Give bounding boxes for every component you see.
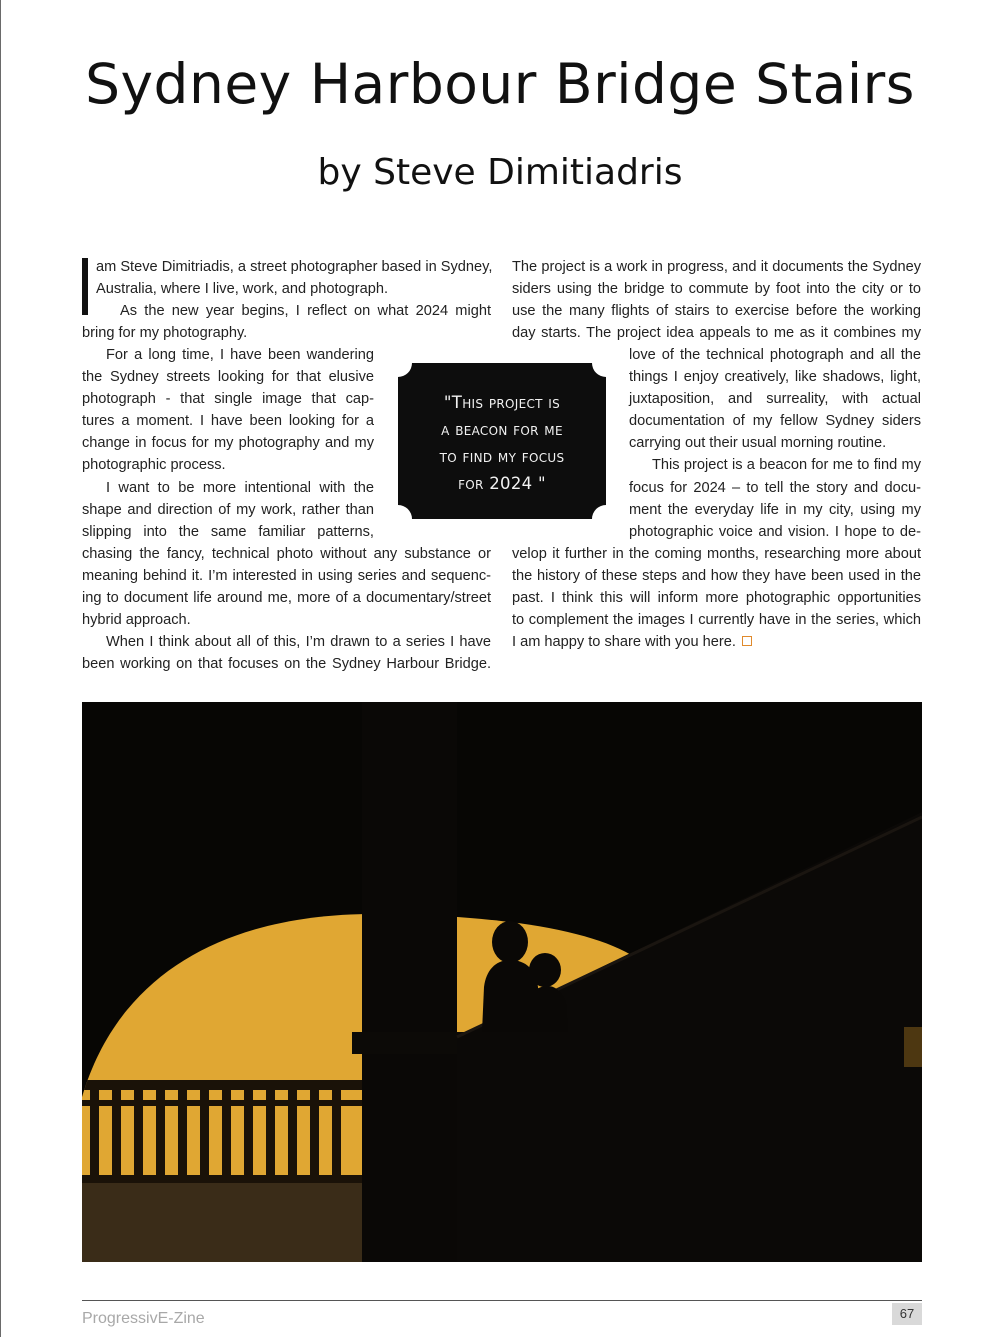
right-column-line: the history of these steps and how they have been used in the [512,568,921,584]
left-column-line: When I think about all of this, I’m drawn to a series I have [106,634,491,650]
page-number: 67 [892,1303,922,1325]
left-column-line: the Sydney streets looking for that elusive [82,369,374,385]
right-column-line: juxtaposition, and surreality, with actual [629,391,921,407]
left-column-line: change in focus for my photography and my [82,435,374,451]
drop-cap-i [82,258,88,315]
right-column-line: things I enjoy creatively, like shadows, light, [629,369,921,385]
right-column-line: ment the everyday life in my city, using my [629,502,921,518]
feature-photo [82,702,922,1262]
left-column-line: photographic process. [82,457,226,473]
right-column-line: to complement the images I currently have in the series, which [512,612,921,628]
left-column-line: am Steve Dimitriadis, a street photographer based in Sydney, [96,259,493,275]
right-column-line: siders using the bridge to commute by foot into the city or to [512,281,921,297]
left-column-line: Australia, where I live, work, and photograph. [96,281,389,297]
article-title: Sydney Harbour Bridge Stairs [85,52,915,116]
left-column-line: bring for my photography. [82,325,248,341]
left-column-line: been working on that focuses on the Sydney Harbour Bridge. [82,656,491,672]
left-column-line: shape and direction of my work, rather than [82,502,374,518]
left-column-line: I want to be more intentional with the [106,480,374,496]
right-column-line: love of the technical photograph and all the [629,347,921,363]
left-column-line: hybrid approach. [82,612,191,628]
right-column-line: use the many flights of stairs to exercise before the working [512,303,921,319]
right-column-line: photographic voice and vision. I hope to de- [629,524,921,540]
right-column-line: carrying out their usual morning routine. [629,435,887,451]
footer-brand: ProgressivE-Zine [82,1310,205,1327]
end-of-article-mark [742,636,752,646]
pull-quote-line: for 2024 " [458,474,546,493]
right-column-line: The project is a work in progress, and it documents the Sydney [512,259,921,275]
left-column-line: slipping into the same familiar patterns, [82,524,374,540]
right-column-line: day starts. The project idea appeals to me as it combines my [512,325,921,341]
right-column-line: I am happy to share with you here. [512,634,736,650]
right-column-line: focus for 2024 – to tell the story and docu- [629,480,921,496]
left-column-line: meaning behind it. I’m interested in using series and sequenc- [82,568,491,584]
pull-quote-line: a beacon for me [441,420,563,439]
page-edge-line [0,0,1,1337]
article-byline: by Steve Dimitiadris [317,152,683,193]
left-column-line: photograph - that single image that cap- [82,391,374,407]
right-column-last-line [512,631,921,653]
pull-quote-line: "This project is [443,393,561,412]
right-column-line: documentation of my fellow Sydney siders [629,413,921,429]
right-column-line: past. I think this will inform more photographic opportunities [512,590,921,606]
bridge-stairs-silhouette-image [82,702,922,1262]
left-column-line: chasing the fancy, technical photo without any substance or [82,546,491,562]
footer-rule [82,1300,922,1301]
pull-quote-line: to find my focus [439,447,565,466]
left-column-line: For a long time, I have been wandering [106,347,374,363]
left-column-line: ing to document life around me, more of a documentary/street [82,590,491,606]
right-column-line: This project is a beacon for me to find my [652,457,921,473]
pull-quote-text [398,389,606,497]
pull-quote [398,363,606,519]
left-column-line: tures a moment. I have been looking for a [82,413,374,429]
left-column-line: As the new year begins, I reflect on what 2024 might [120,303,491,319]
right-column-line: velop it further in the coming months, researching more about [512,546,921,562]
